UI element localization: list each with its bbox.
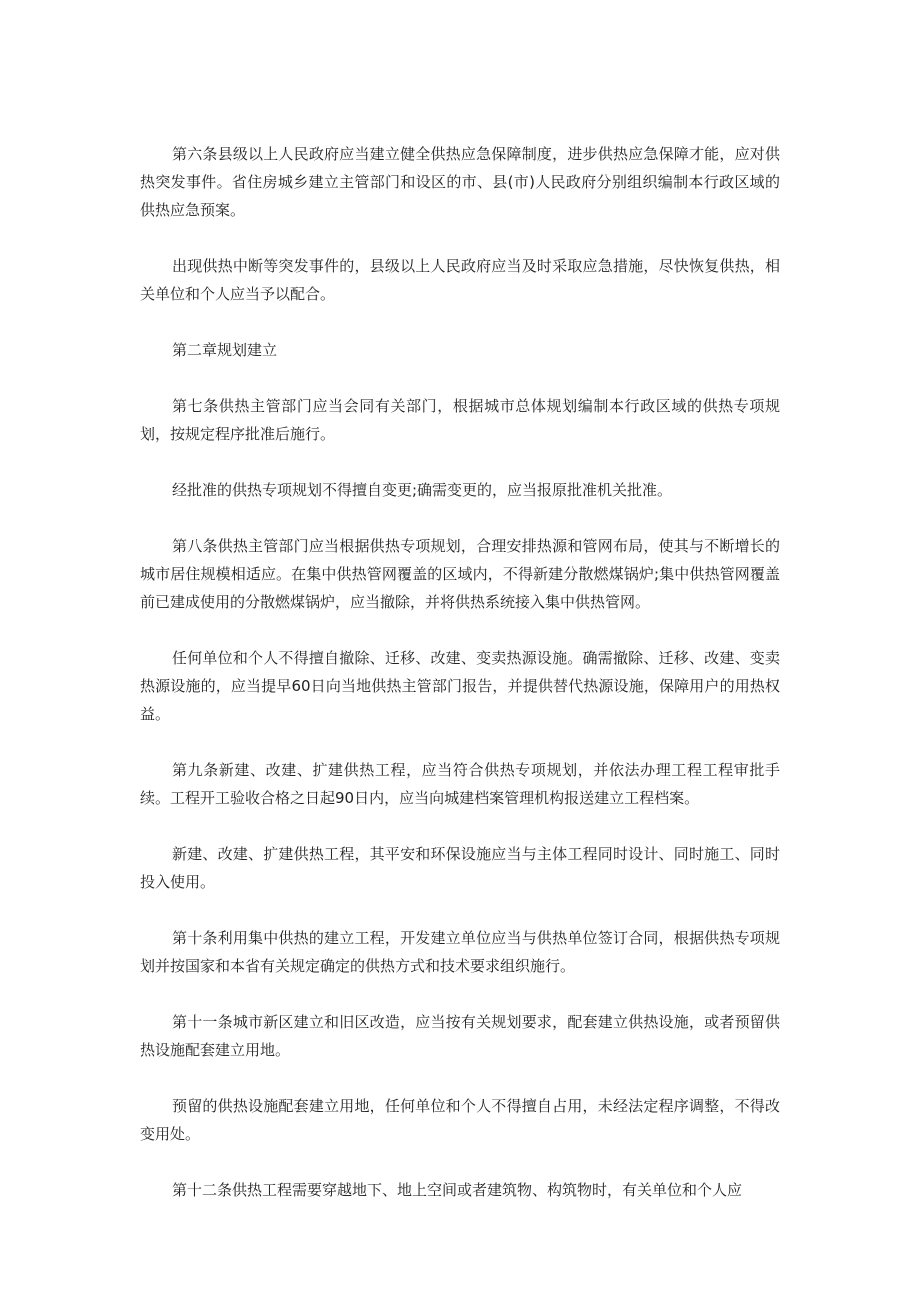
document-body xyxy=(140,140,780,1232)
paragraph-article-8: 第八条供热主管部门应当根据供热专项规划，合理安排热源和管网布局，使其与不断增长的城市居住规模相适应。在集中供热管网覆盖的区域内，不得新建分散燃煤锅炉;集中供热管网覆盖前已建成使用的分散燃煤锅炉，应当撤除，并将供热系统接入集中供热管网。 xyxy=(140,537,780,611)
paragraph-article-12: 第十二条供热工程需要穿越地下、地上空间或者建筑物、构筑物时，有关单位和个人应 xyxy=(172,1181,743,1199)
paragraph-article-11: 第十一条城市新区建立和旧区改造，应当按有关规划要求，配套建立供热设施，或者预留供热设施配套建立用地。 xyxy=(140,1013,780,1059)
paragraph-article-6: 第六条县级以上人民政府应当建立健全供热应急保障制度，进步供热应急保障才能，应对供热突发事件。省住房城乡建立主管部门和设区的市、县(市)人民政府分别组织编制本行政区域的供热应急预案。 xyxy=(140,145,780,219)
paragraph-reserved-land: 预留的供热设施配套建立用地，任何单位和个人不得擅自占用，未经法定程序调整，不得改变用处。 xyxy=(140,1097,780,1143)
paragraph-safety-facilities: 新建、改建、扩建供热工程，其平安和环保设施应当与主体工程同时设计、同时施工、同时投入使用。 xyxy=(140,845,780,891)
paragraph-heat-source-removal: 任何单位和个人不得擅自撤除、迁移、改建、变卖热源设施。确需撤除、迁移、改建、变卖热源设施的，应当提早60日向当地供热主管部门报告，并提供替代热源设施，保障用户的用热权益。 xyxy=(140,649,780,723)
paragraph-article-9: 第九条新建、改建、扩建供热工程，应当符合供热专项规划，并依法办理工程工程审批手续。工程开工验收合格之日起90日内，应当向城建档案管理机构报送建立工程档案。 xyxy=(140,761,780,807)
paragraph-plan-change: 经批准的供热专项规划不得擅自变更;确需变更的，应当报原批准机关批准。 xyxy=(172,481,673,499)
paragraph-emergency-response: 出现供热中断等突发事件的，县级以上人民政府应当及时采取应急措施，尽快恢复供热，相关单位和个人应当予以配合。 xyxy=(140,257,780,303)
paragraph-article-7: 第七条供热主管部门应当会同有关部门，根据城市总体规划编制本行政区域的供热专项规划，按规定程序批准后施行。 xyxy=(140,397,780,443)
chapter-heading: 第二章规划建立 xyxy=(172,341,278,359)
paragraph-article-10: 第十条利用集中供热的建立工程，开发建立单位应当与供热单位签订合同，根据供热专项规划并按国家和本省有关规定确定的供热方式和技术要求组织施行。 xyxy=(140,929,780,975)
